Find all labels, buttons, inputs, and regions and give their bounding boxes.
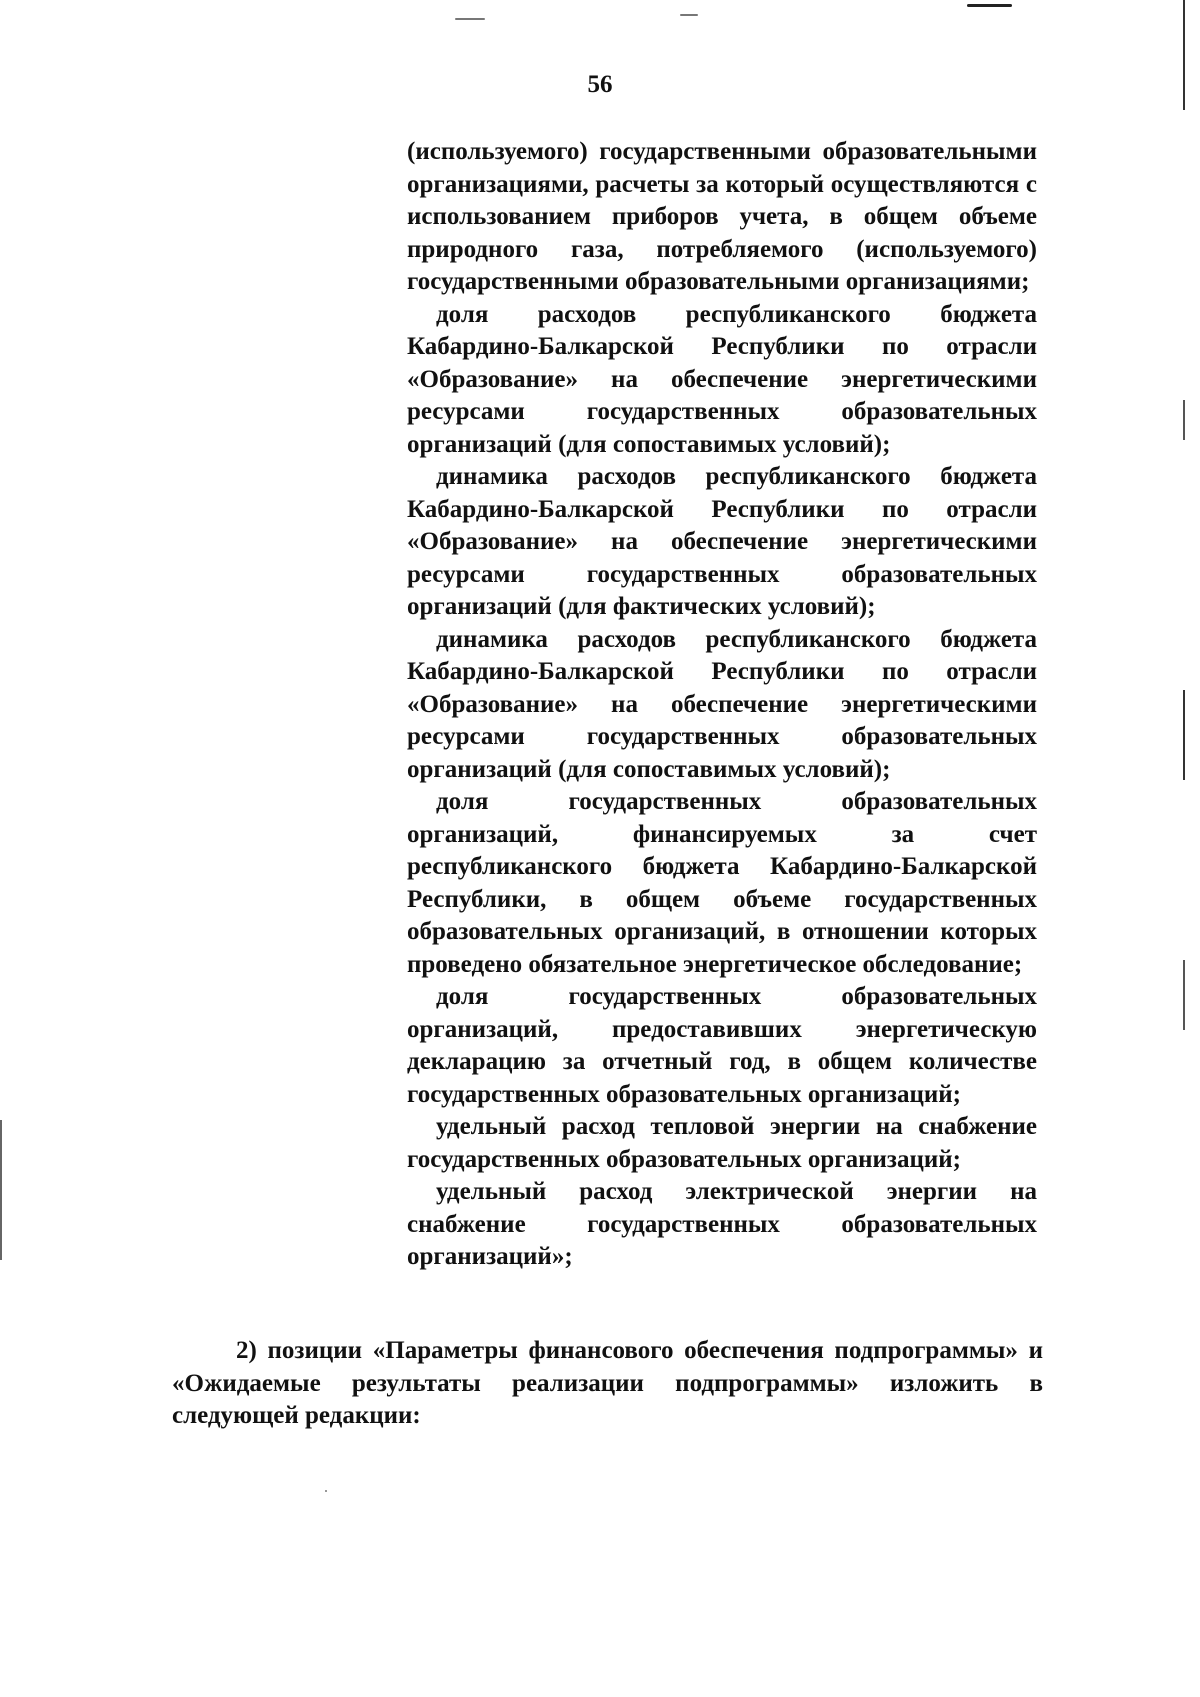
scan-artifact [1183, 960, 1185, 1030]
indicator-list [407, 136, 1037, 1274]
scan-artifact [680, 14, 698, 16]
paragraph: удельный расход тепловой энергии на снабжение государственных образовательных организаций; [407, 1113, 1037, 1173]
paragraph: динамика расходов республиканского бюджета Кабардино-Балкарской Республики по отрасли «Образование» на обеспечение энергетическими ресурсами государственных образовательных организаций (для сопоставимых условий); [407, 625, 1037, 783]
page-number: 56 [587, 71, 613, 98]
scan-artifact [455, 18, 485, 20]
scan-artifact [967, 4, 1012, 7]
amendment-paragraph: 2) позиции «Параметры финансового обеспечения подпрограммы» и «Ожидаемые результаты реализации подпрограммы» изложить в следующей редакции: [172, 1337, 1043, 1429]
paragraph: доля расходов республиканского бюджета Кабардино-Балкарской Республики по отрасли «Образование» на обеспечение энергетическими ресурсами государственных образовательных организаций (для сопоставимых условий); [407, 300, 1037, 458]
scan-artifact [0, 1120, 2, 1260]
paragraph: удельный расход электрической энергии на снабжение государственных образовательных организаций»; [407, 1178, 1037, 1270]
paragraph: динамика расходов республиканского бюджета Кабардино-Балкарской Республики по отрасли «Образование» на обеспечение энергетическими ресурсами государственных образовательных организаций (для фактических условий); [407, 463, 1037, 620]
scan-artifact [1183, 690, 1185, 780]
paragraph: доля государственных образовательных организаций, финансируемых за счет республиканского бюджета Кабардино-Балкарской Республики, в общем объеме государственных образовательных организаций, в отношении которых проведено обязательное энергетическое обследование; [407, 788, 1037, 978]
scan-artifact [325, 1490, 327, 1492]
scan-artifact [1183, 400, 1185, 440]
paragraph: (используемого) государственными образовательными организациями, расчеты за который осуществляются с использованием приборов учета, в общем объеме природного газа, потребляемого (используемого) государственными образовательными организациями; [407, 138, 1037, 295]
paragraph: доля государственных образовательных организаций, предоставивших энергетическую декларацию за отчетный год, в общем количестве государственных образовательных организаций; [407, 983, 1037, 1108]
